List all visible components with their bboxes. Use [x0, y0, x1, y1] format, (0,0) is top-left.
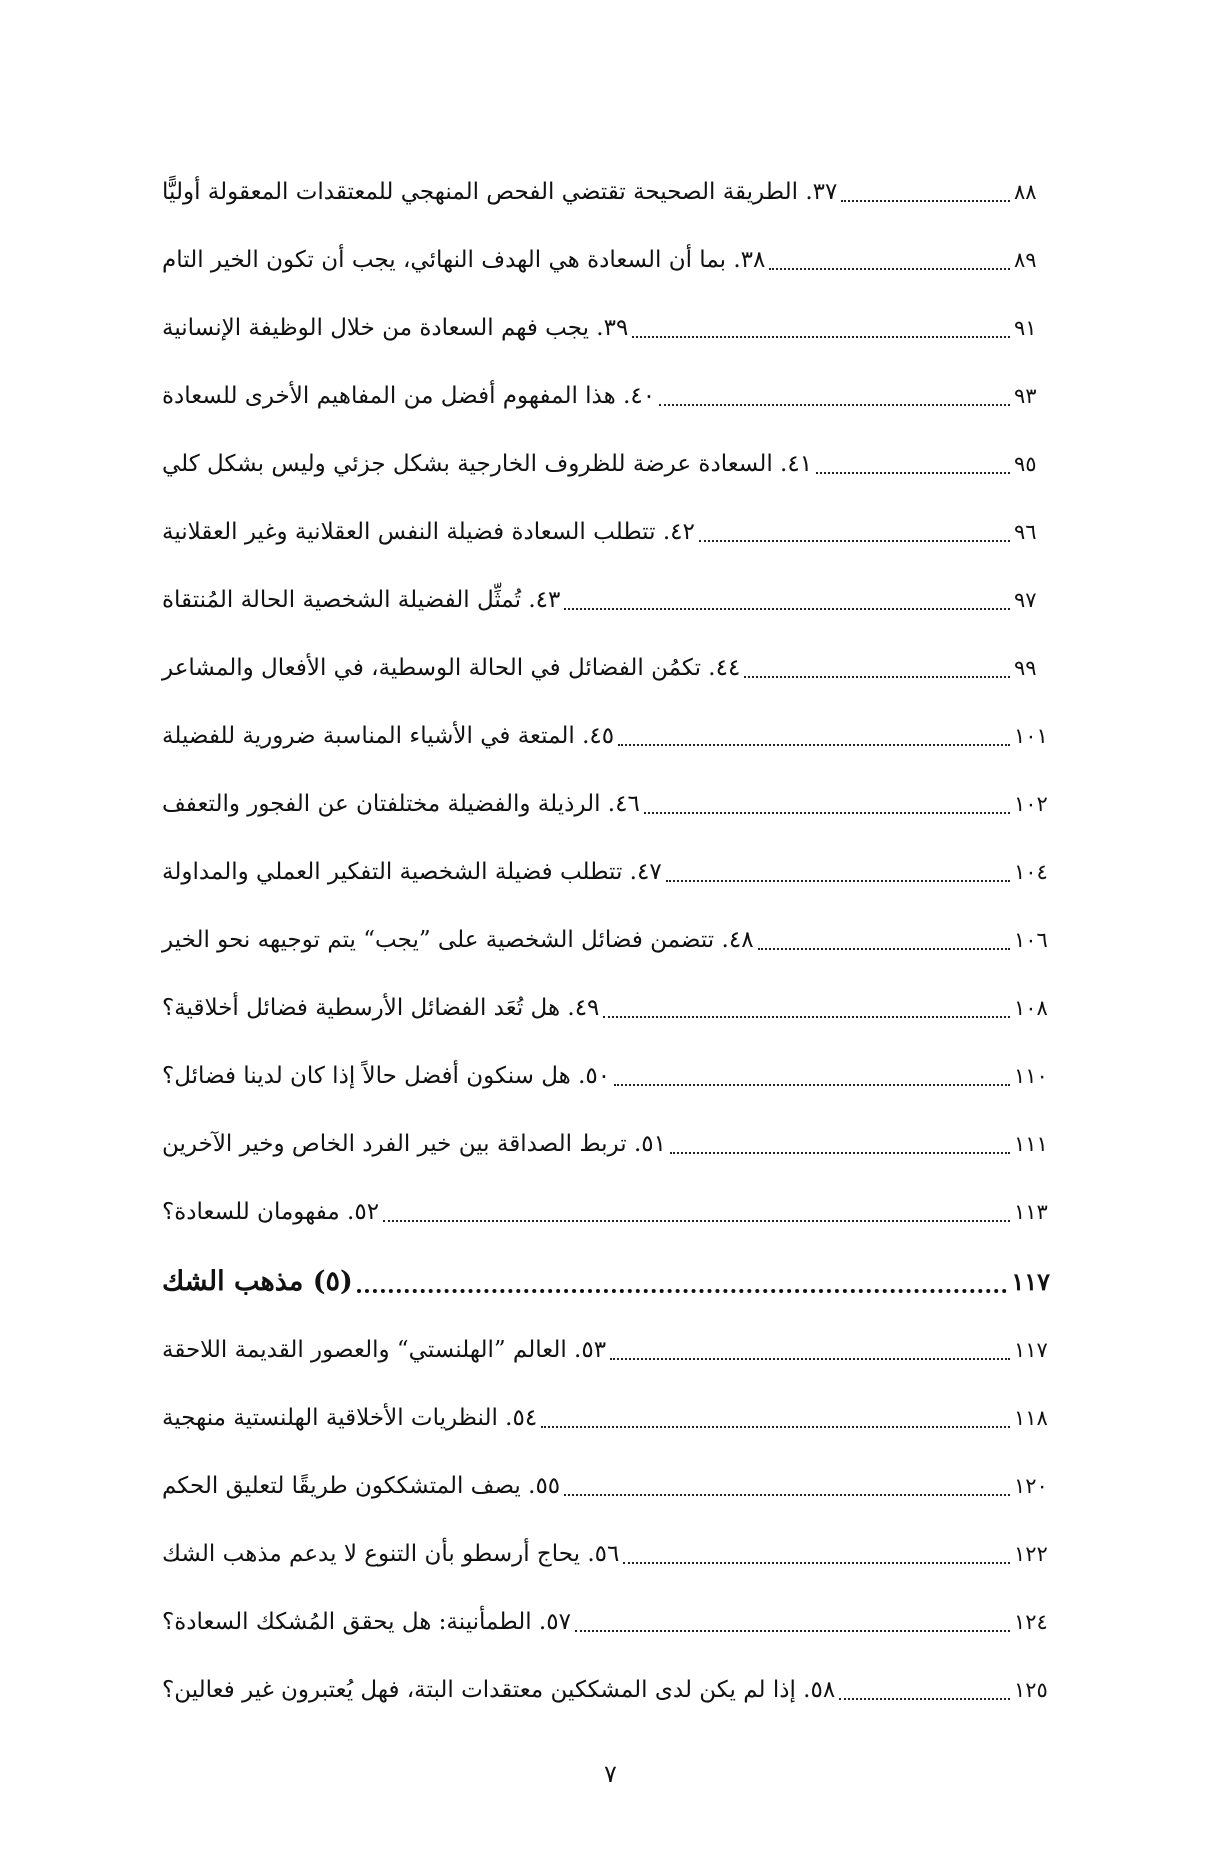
toc-entry-title: ٤٥. المتعة في الأشياء المناسبة ضرورية للفضيلة [162, 723, 615, 749]
toc-entry-page: ١١٣ [1014, 1200, 1048, 1224]
toc-entry-title: ٣٨. بما أن السعادة هي الهدف النهائي، يجب أن تكون الخير التام [162, 247, 766, 273]
toc-entry-page: ١١٠ [1014, 1064, 1048, 1088]
toc-entry[interactable] [160, 1384, 1050, 1452]
dot-leader [564, 1494, 1010, 1496]
toc-entry[interactable] [160, 158, 1050, 226]
table-of-contents [160, 158, 1050, 1724]
dot-leader [614, 1084, 1010, 1086]
dot-leader [699, 540, 1010, 542]
dot-leader [632, 336, 1010, 338]
toc-entry-title: ٥٨. إذا لم يكن لدى المشككين معتقدات البتة، فهل يُعتبرون غير فعالين؟ [162, 1677, 836, 1703]
toc-entry[interactable] [160, 770, 1050, 838]
toc-entry[interactable] [160, 226, 1050, 294]
toc-entry-title: ٥٣. العالم ”الهلنستي“ والعصور القديمة اللاحقة [162, 1337, 607, 1363]
toc-entry-page: ٩٣ [1014, 384, 1037, 408]
toc-entry[interactable] [160, 974, 1050, 1042]
toc-entry-title: ٣٩. يجب فهم السعادة من خلال الوظيفة الإنسانية [162, 315, 629, 341]
toc-entry[interactable] [160, 1178, 1050, 1246]
dot-leader [357, 1289, 1008, 1293]
toc-entry-page: ١١٧ [1014, 1338, 1048, 1362]
toc-entry-title: ٤٠. هذا المفهوم أفضل من المفاهيم الأخرى للسعادة [162, 383, 656, 409]
dot-leader [541, 1426, 1010, 1428]
toc-entry[interactable] [160, 1316, 1050, 1384]
toc-entry-page: ٨٩ [1014, 248, 1037, 272]
toc-entry-title: ٤٢. تتطلب السعادة فضيلة النفس العقلانية وغير العقلانية [162, 519, 695, 545]
toc-entry[interactable] [160, 566, 1050, 634]
dot-leader [841, 200, 1010, 202]
toc-entry-title: ٤٣. تُمثِّل الفضيلة الشخصية الحالة المُنتقاة [162, 587, 561, 613]
toc-entry-page: ١٠٤ [1014, 860, 1048, 884]
dot-leader [659, 404, 1010, 406]
toc-entry-page: ١٢٤ [1014, 1610, 1048, 1634]
toc-entry[interactable] [160, 1452, 1050, 1520]
section-title: (٥) مذهب الشك [162, 1265, 353, 1297]
toc-entry-page: ٩٧ [1014, 588, 1037, 612]
dot-leader [623, 1562, 1010, 1564]
toc-entry-title: ٥٦. يحاج أرسطو بأن التنوع لا يدعم مذهب الشك [162, 1541, 620, 1567]
toc-entry[interactable] [160, 1110, 1050, 1178]
toc-entry[interactable] [160, 702, 1050, 770]
dot-leader [644, 812, 1010, 814]
toc-entry-page: ١٠٨ [1014, 996, 1048, 1020]
dot-leader [575, 1630, 1010, 1632]
dot-leader [758, 948, 1010, 950]
toc-entry[interactable] [160, 906, 1050, 974]
toc-entry-page: ١٠١ [1014, 724, 1048, 748]
toc-entry-page: ٩١ [1014, 316, 1037, 340]
dot-leader [670, 1152, 1010, 1154]
toc-entry-page: ٨٨ [1014, 180, 1037, 204]
dot-leader [564, 608, 1010, 610]
toc-entry-page: ١١١ [1014, 1132, 1048, 1156]
toc-entry[interactable] [160, 362, 1050, 430]
dot-leader [816, 472, 1010, 474]
dot-leader [618, 744, 1010, 746]
section-page: ١١٧ [1011, 1266, 1050, 1296]
toc-entry-title: ٥٢. مفهومان للسعادة؟ [162, 1199, 380, 1225]
toc-entry-title: ٥٧. الطمأنينة: هل يحقق المُشكك السعادة؟ [162, 1609, 571, 1635]
dot-leader [666, 880, 1010, 882]
toc-entry[interactable] [160, 430, 1050, 498]
page-number: ٧ [604, 1760, 617, 1788]
toc-entry-title: ٥١. تربط الصداقة بين خير الفرد الخاص وخير الآخرين [162, 1131, 666, 1157]
toc-entry-title: ٤١. السعادة عرضة للظروف الخارجية بشكل جزئي وليس بشكل كلي [162, 451, 813, 477]
toc-entry-title: ٥٤. النظريات الأخلاقية الهلنستية منهجية [162, 1405, 538, 1431]
toc-entry[interactable] [160, 1520, 1050, 1588]
toc-entry-page: ١٠٦ [1014, 928, 1048, 952]
toc-entry-page: ١٢٠ [1014, 1474, 1048, 1498]
toc-entry-title: ٤٧. تتطلب فضيلة الشخصية التفكير العملي والمداولة [162, 859, 662, 885]
toc-entry-title: ٥٠. هل سنكون أفضل حالاً إذا كان لدينا فضائل؟ [162, 1063, 611, 1089]
dot-leader [769, 268, 1010, 270]
toc-entry-page: ٩٥ [1014, 452, 1037, 476]
toc-entry-page: ٩٩ [1014, 656, 1037, 680]
toc-entry-title: ٤٩. هل تُعَد الفضائل الأرسطية فضائل أخلاقية؟ [162, 995, 600, 1021]
toc-entry-page: ١٢٥ [1014, 1678, 1048, 1702]
toc-entry[interactable] [160, 634, 1050, 702]
toc-entry-page: ١٠٢ [1014, 792, 1048, 816]
toc-entry-title: ٤٦. الرذيلة والفضيلة مختلفتان عن الفجور والتعفف [162, 791, 640, 817]
toc-entry[interactable] [160, 838, 1050, 906]
dot-leader [610, 1358, 1010, 1360]
toc-entry-title: ٣٧. الطريقة الصحيحة تقتضي الفحص المنهجي للمعتقدات المعقولة أوليًّا [162, 179, 838, 205]
toc-entry-page: ٩٦ [1014, 520, 1037, 544]
dot-leader [383, 1220, 1010, 1222]
dot-leader [744, 676, 1010, 678]
dot-leader [603, 1016, 1010, 1018]
toc-section-heading[interactable] [160, 1246, 1050, 1316]
toc-entry[interactable] [160, 1042, 1050, 1110]
toc-entry-page: ١١٨ [1014, 1406, 1048, 1430]
toc-entry-title: ٤٤. تكمُن الفضائل في الحالة الوسطية، في الأفعال والمشاعر [162, 655, 741, 681]
toc-entry-title: ٤٨. تتضمن فضائل الشخصية على ”يجب“ يتم توجيهه نحو الخير [162, 927, 754, 953]
toc-entry[interactable] [160, 498, 1050, 566]
toc-entry[interactable] [160, 1588, 1050, 1656]
toc-entry[interactable] [160, 1656, 1050, 1724]
dot-leader [839, 1698, 1010, 1700]
toc-entry[interactable] [160, 294, 1050, 362]
toc-entry-title: ٥٥. يصف المتشككون طريقًا لتعليق الحكم [162, 1473, 561, 1499]
toc-entry-page: ١٢٢ [1014, 1542, 1048, 1566]
